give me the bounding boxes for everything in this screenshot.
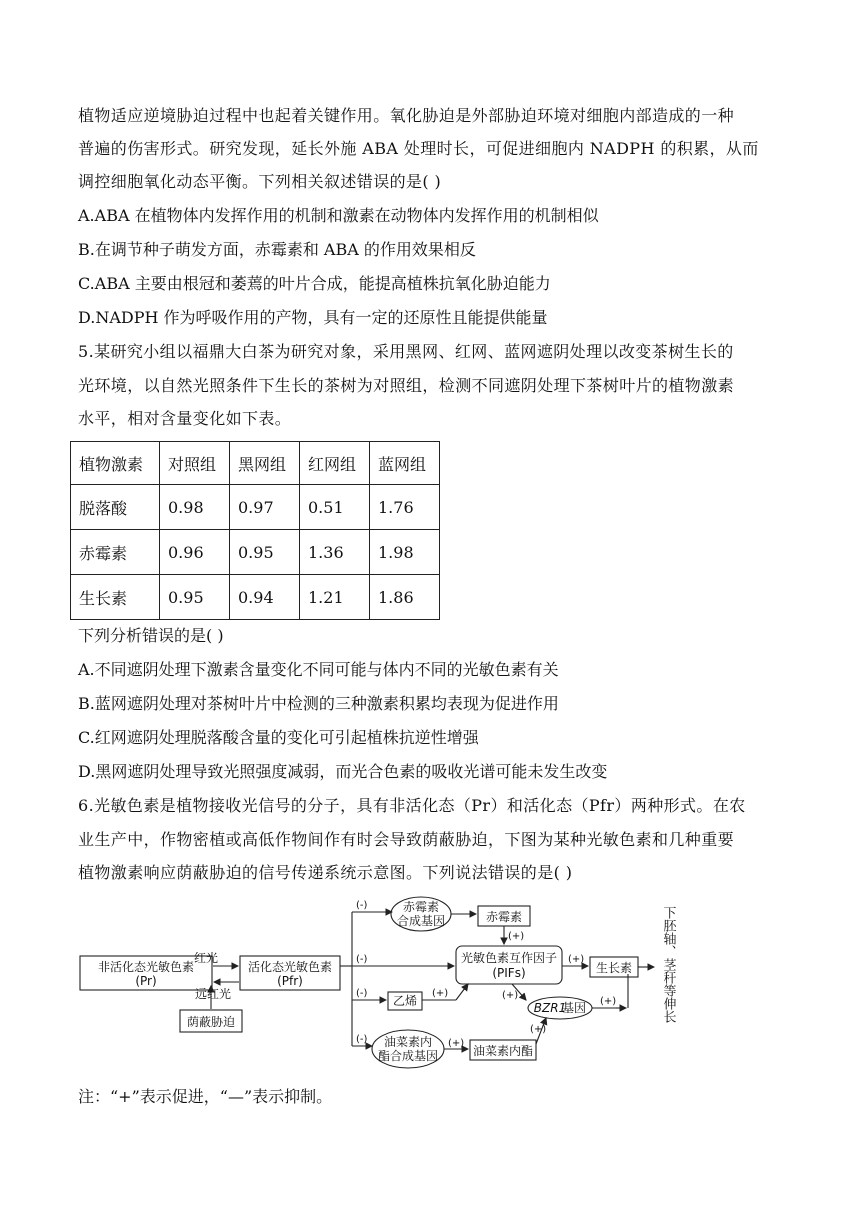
q6-stem-line: 6.光敏色素是植物接收光信号的分子，具有非活化态（Pr）和活化态（Pfr）两种形式。在农 — [78, 796, 746, 815]
q5-option-c: C.红网遮阴处理脱落酸含量的变化可引起植株抗逆性增强 — [78, 728, 479, 747]
bzr1-suffix: 基因 — [561, 1001, 587, 1015]
table-header-cell: 蓝网组 — [370, 442, 440, 485]
hormone-table — [70, 441, 440, 620]
pfr-abbrev: (Pfr) — [277, 974, 303, 988]
table-header-cell: 红网组 — [300, 442, 370, 485]
q6-stem-line: 植物激素响应荫蔽胁迫的信号传递系统示意图。下列说法错误的是( ) — [78, 863, 573, 882]
promote-mark: (+) — [508, 931, 525, 942]
promote-mark: (+) — [568, 954, 585, 965]
table-cell: 0.95 — [160, 575, 230, 620]
red-light-label: 红光 — [193, 951, 219, 965]
table-cell: 0.98 — [160, 485, 230, 530]
inhibit-mark: (-) — [356, 1034, 368, 1045]
br-gene-label: 酯合成基因 — [377, 1049, 439, 1063]
q5-prompt: 下列分析错误的是( ) — [78, 626, 224, 645]
pr-label: 非活化态光敏色素 — [97, 960, 195, 974]
table-cell: 0.97 — [230, 485, 300, 530]
ga-gene-label: 赤霉素 — [402, 900, 440, 914]
q5-option-d: D.黑网遮阴处理导致光照强度减弱，而光合色素的吸收光谱可能未发生改变 — [78, 762, 608, 781]
promote-mark: (+) — [448, 1038, 465, 1049]
intro-line: 普遍的伤害形式。研究发现，延长外施 ABA 处理时长，可促进细胞内 NADPH 的积累，从而 — [78, 139, 759, 158]
table-cell: 1.76 — [370, 485, 440, 530]
pifs-abbrev: (PIFs) — [492, 966, 526, 980]
table-row — [71, 575, 440, 620]
promote-mark: (+) — [432, 988, 449, 999]
table-cell: 赤霉素 — [71, 530, 160, 575]
ga-gene-label: 合成基因 — [396, 914, 446, 928]
intro-line: 植物适应逆境胁迫过程中也起着关键作用。氧化胁迫是外部胁迫环境对细胞内部造成的一种 — [78, 106, 735, 125]
inhibit-mark: (-) — [356, 988, 368, 999]
q5-option-b: B.蓝网遮阴处理对茶树叶片中检测的三种激素积累均表现为促进作用 — [78, 694, 559, 713]
shade-stress-label: 荫蔽胁迫 — [186, 1015, 236, 1029]
table-row — [71, 485, 440, 530]
far-red-light-label: 远红光 — [194, 987, 232, 1001]
q5-stem-line: 5.某研究小组以福鼎大白茶为研究对象，采用黑网、红网、蓝网遮阴处理以改变茶树生长的 — [78, 342, 734, 361]
table-cell: 1.86 — [370, 575, 440, 620]
table-header-cell: 对照组 — [160, 442, 230, 485]
q5-option-a: A.不同遮阴处理下激素含量变化不同可能与体内不同的光敏色素有关 — [78, 660, 559, 679]
table-row — [71, 530, 440, 575]
ethylene-label: 乙烯 — [392, 994, 418, 1008]
q5-stem-line: 光环境，以自然光照条件下生长的茶树为对照组，检测不同遮阴处理下茶树叶片的植物激素 — [78, 376, 735, 395]
q4-option-d: D.NADPH 作为呼吸作用的产物，具有一定的还原性且能提供能量 — [78, 308, 548, 327]
ga-label: 赤霉素 — [485, 910, 523, 924]
table-header-cell: 植物激素 — [71, 442, 160, 485]
table-cell: 0.51 — [300, 485, 370, 530]
intro-line: 调控细胞氧化动态平衡。下列相关叙述错误的是( ) — [78, 172, 442, 191]
q4-option-c: C.ABA 主要由根冠和萎蔫的叶片合成，能提高植株抗氧化胁迫能力 — [78, 274, 551, 293]
br-label: 油菜素内酯 — [472, 1044, 534, 1058]
table-cell: 1.36 — [300, 530, 370, 575]
table-header-cell: 黑网组 — [230, 442, 300, 485]
table-cell: 生长素 — [71, 575, 160, 620]
pfr-label: 活化态光敏色素 — [247, 960, 333, 974]
table-cell: 1.98 — [370, 530, 440, 575]
pr-abbrev: (Pr) — [135, 974, 157, 988]
q6-stem-line: 业生产中，作物密植或高低作物间作有时会导致荫蔽胁迫，下图为某种光敏色素和几种重要 — [78, 830, 735, 849]
table-cell: 0.94 — [230, 575, 300, 620]
table-header-row — [71, 442, 440, 485]
q4-option-b: B.在调节种子萌发方面，赤霉素和 ABA 的作用效果相反 — [78, 240, 476, 259]
table-cell: 1.21 — [300, 575, 370, 620]
outcome-label: 下胚轴、茎秆等伸长 — [660, 906, 676, 1023]
q5-stem-line: 水平，相对含量变化如下表。 — [78, 409, 292, 428]
table-cell: 0.96 — [160, 530, 230, 575]
br-gene-label: 油菜素内 — [383, 1035, 433, 1049]
inhibit-mark: (-) — [356, 900, 368, 911]
inhibit-mark: (-) — [356, 954, 368, 965]
q4-option-a: A.ABA 在植物体内发挥作用的机制和激素在动物体内发挥作用的机制相似 — [78, 206, 599, 225]
diagram-note: 注：“+”表示促进，“—”表示抑制。 — [78, 1087, 333, 1106]
promote-mark: (+) — [502, 990, 519, 1001]
signal-pathway-diagram — [76, 896, 696, 1074]
promote-mark: (+) — [530, 1024, 547, 1035]
auxin-label: 生长素 — [595, 961, 633, 975]
promote-mark: (+) — [600, 996, 617, 1007]
table-cell: 0.95 — [230, 530, 300, 575]
pifs-label: 光敏色素互作因子 — [460, 951, 558, 965]
table-cell: 脱落酸 — [71, 485, 160, 530]
bzr1-label: BZR1 — [533, 1001, 567, 1015]
